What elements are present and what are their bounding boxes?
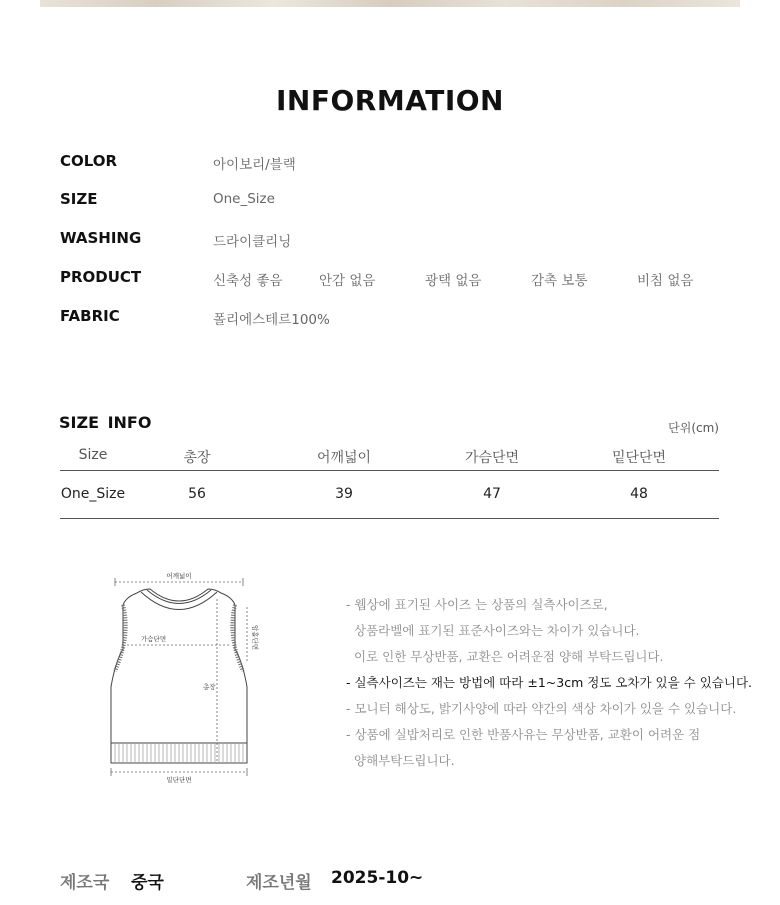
col-header-hem: 밑단단면 — [611, 450, 667, 466]
cell-shoulder: 39 — [335, 486, 353, 502]
size-value: One_Size — [213, 191, 275, 207]
note-line-1: - 웹상에 표기된 사이즈 는 상품의 실측사이즈로, — [346, 597, 608, 612]
product-stretch: 신축성 좋음 — [213, 273, 283, 289]
origin-value: 중국 — [131, 873, 164, 893]
note-line-5: - 모니터 해상도, 밝기사양에 따라 약간의 색상 차이가 있을 수 있습니다. — [346, 701, 737, 716]
fabric-value: 폴리에스테르100% — [213, 312, 330, 328]
col-header-size: Size — [78, 447, 108, 463]
cell-size: One_Size — [60, 486, 126, 502]
vest-measurement-diagram — [95, 567, 265, 787]
size-label: SIZE — [60, 190, 98, 208]
armhole-label: 암홀단면 — [251, 625, 259, 651]
note-line-6: - 상품에 실밥처리로 인한 반품사유는 무상반품, 교환이 어려운 점 — [346, 727, 701, 742]
fabric-label: FABRIC — [60, 307, 120, 325]
note-line-4-emphasis: - 실측사이즈는 재는 방법에 따라 ±1~3cm 정도 오차가 있을 수 있습니다. — [346, 675, 752, 690]
col-header-length: 총장 — [183, 450, 211, 466]
page-title: INFORMATION — [276, 84, 504, 117]
vest-outline — [111, 589, 247, 743]
top-product-image-strip — [40, 0, 740, 7]
hem-label: 밑단단면 — [166, 776, 192, 784]
note-line-3: 이로 인한 무상반품, 교환은 어려운점 양해 부탁드립니다. — [354, 649, 664, 664]
size-unit: 단위(cm) — [668, 421, 719, 435]
note-line-7: 양해부탁드립니다. — [354, 753, 455, 768]
color-label: COLOR — [60, 152, 118, 170]
table-bottom-divider — [60, 518, 719, 519]
table-header-divider — [60, 470, 719, 471]
cell-hem: 48 — [630, 486, 648, 502]
product-label: PRODUCT — [60, 268, 142, 286]
product-texture: 감촉 보통 — [531, 273, 588, 289]
size-info-title: SIZE INFO — [59, 413, 152, 432]
manufacture-date-label: 제조년월 — [246, 873, 312, 893]
color-value: 아이보리/블랙 — [213, 157, 296, 173]
washing-label: WASHING — [60, 229, 142, 247]
cell-length: 56 — [188, 486, 206, 502]
shoulder-label: 어깨넓이 — [166, 572, 192, 580]
chest-label: 가슴단면 — [141, 635, 167, 643]
origin-label: 제조국 — [60, 873, 110, 893]
product-sheerness: 비침 없음 — [637, 273, 694, 289]
washing-value: 드라이클리닝 — [213, 234, 292, 250]
col-header-chest: 가슴단면 — [464, 450, 520, 466]
product-lining: 안감 없음 — [319, 273, 376, 289]
col-header-shoulder: 어깨넓이 — [316, 450, 372, 466]
product-gloss: 광택 없음 — [425, 273, 482, 289]
length-label: 총장 — [203, 683, 216, 691]
cell-chest: 47 — [483, 486, 501, 502]
manufacture-date-value: 2025-10~ — [331, 868, 424, 888]
note-line-2: 상품라벨에 표기된 표준사이즈와는 차이가 있습니다. — [354, 623, 640, 638]
